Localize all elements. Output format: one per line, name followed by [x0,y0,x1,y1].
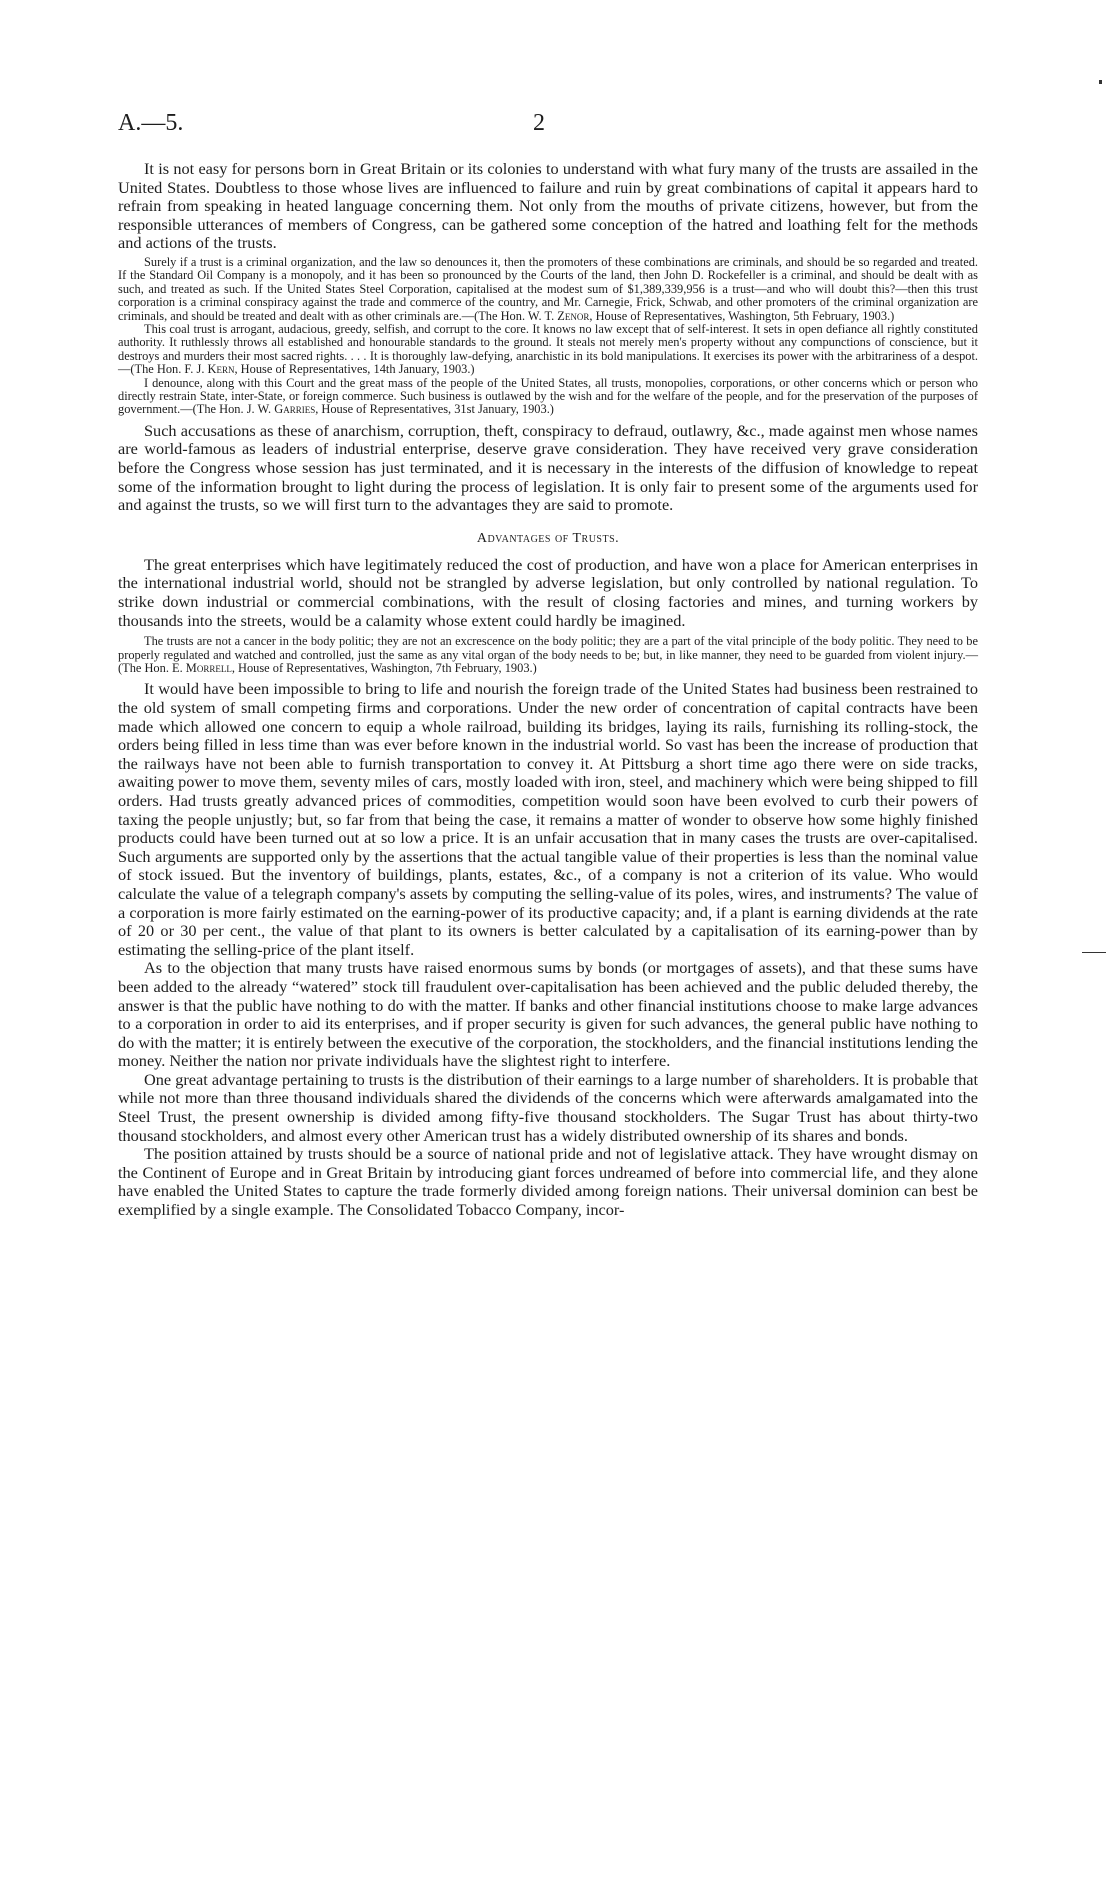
quotation [118,256,978,323]
quotation [118,635,978,675]
speaker-name: Morrell [185,661,232,675]
paragraph: Such accusations as these of anarchism, corruption, theft, conspiracy to defraud, outlawry, &c., made against men whose names are world-famous as leaders of industrial enterprise, deserve grave consideration. They have received very grave consideration before the Congress whose session has just terminated, and it is necessary in the interests of the diffusion of knowledge to repeat some of the information brought to light during the process of legislation. It is only fair to present some of the arguments used for and against the trusts, so we will first turn to the advantages they are said to promote. [118,420,978,515]
paragraph: As to the objection that many trusts have raised enormous sums by bonds (or mortgages of assets), and that these sums have been added to the already “watered” stock till fraudulent over-capitalisation has been achieved and the public deluded thereby, the answer is that the public have nothing to do with the matter. If banks and other financial institutions choose to make large advances to a corporation in order to aid its enterprises, and if proper security is given for such advances, the general public have nothing to do with the matter; it is entirely between the executive of the corporation, the stockholders, and the financial institutions lending the money. Neither the nation nor private individuals have the slightest right to interfere. [118,958,978,1071]
speaker-name: Zenor [557,308,590,323]
paragraph: One great advantage pertaining to trusts is the distribution of their earnings to a large number of shareholders. It is probable that while not more than three thousand individuals shared the dividends of the concerns which were afterwards amalgamated into the Steel Trust, the present ownership is divided among fifty-five thousand stockholders. The Sugar Trust has about thirty-two thousand stockholders, and almost every other American trust has a widely distributed ownership of its shares and bonds. [118,1069,978,1145]
speaker-name: Garries [274,402,316,417]
quotation-source: , House of Representatives, 14th January, 1903.) [234,362,475,377]
paragraph: It is not easy for persons born in Great Britain or its colonies to understand with what fury many of the trusts are assailed in the United States. Doubtless to those whose lives are influenced to failure and ruin by great combinations of capital it appears hard to refrain from speaking in heated language concerning them. Not only from the mouths of private citizens, however, but from the responsible utterances of members of Congress, can be gathered some conception of the hatred and loathing felt for the methods and actions of the trusts. [118,159,978,253]
quotation-text: I denounce, along with this Court and the great mass of the people of the United States, all trusts, monopolies, corporations, or other concerns which or person who directly restrain State, inter-State, or foreign commerce. Such business is outlawed by the wish and for the welfare of the people, and for the preservation of the purposes of government.—(The Hon. J. W. [118,375,978,417]
margin-mark [1099,80,1102,84]
paragraph: The position attained by trusts should be a source of national pride and not of legislative attack. They have wrought dismay on the Continent of Europe and in Great Britain by introducing giant forces undreamed of before into commercial life, and they alone have enabled the United States to capture the trade formerly divided among foreign nations. Their universal dominion can best be exemplified by a single example. The Consolidated Tobacco Company, incor- [118,1144,978,1220]
section-heading: Advantages of Trusts. [476,530,620,546]
quotation [118,323,978,377]
quotation-source: , House of Representatives, Washington, 7th February, 1903.) [231,661,537,675]
quotation-source: , House of Representatives, 31st January, 1903.) [315,402,554,417]
document-body [118,160,978,1220]
page-number: 2 [533,110,545,136]
quotation-source: , House of Representatives, Washington, 5th February, 1903.) [589,308,895,323]
page-header [118,110,978,140]
margin-mark [1082,952,1106,953]
quotation-text: This coal trust is arrogant, audacious, greedy, selfish, and corrupt to the core. It knows no law except that of self-interest. It sets in open defiance all rightly constituted authority. It ruthlessly throws all established and honourable standards to the ground. It steals not merely men's property without any compunctions of conscience, but it destroys and murders their most sacred rights. . . . It is thoroughly law-defying, anarchistic in its bold manipulations. It exercises its power with the arbitrariness of a despot.—(The Hon. F. J. [118,322,978,377]
speaker-name: Kern [207,362,235,377]
quotation [118,377,978,417]
paragraph: The great enterprises which have legitimately reduced the cost of production, and have won a place for American enterprises in the international industrial world, should not be strangled by adverse legislation, but only controlled by national regulation. To strike down industrial or commercial combinations, with the result of closing factories and mines, and turning workers by thousands into the streets, would be a calamity whose extent could hardly be imagined. [118,554,978,630]
document-reference: A.—5. [118,110,184,136]
quotation-text: Surely if a trust is a criminal organization, and the law so denounces it, then the promoters of these combinations are criminals, and should be so regarded and treated. If the Standard Oil Company is a monopoly, and it has been so pronounced by the Courts of the land, then John D. Rockefeller is a criminal, and should be dealt with as such, and treated as such. If the United States Steel Corporation, capitalised at the modest sum of $1,389,339,956 is a trust—and who will doubt this?—then this trust corporation is a criminal conspiracy against the trade and commerce of the country, and Mr. Carnegie, Frick, Schwab, and other promoters of the criminal organization are criminals, and should be treated and dealt with as other criminals are.—(The Hon. W. T. [118,254,978,323]
quotation-text: The trusts are not a cancer in the body politic; they are not an excrescence on the body politic; they are a part of the vital principle of the body politic. They need to be properly regulated and watched and controlled, just the same as any vital organ of the body needs to be; but, in like manner, they need to be guarded from violent injury.—(The Hon. E. [118,634,978,675]
paragraph: It would have been impossible to bring to life and nourish the foreign trade of the United States had business been restrained to the old system of small competing firms and corporations. Under the new order of concentration of capital contracts have been made which allowed one concern to equip a whole railroad, building its bridges, laying its rails, furnishing its rolling-stock, the orders being filled in less time than was ever before known in the industrial world. So vast has been the increase of production that the railways have not been able to furnish transportation to convey it. At Pittsburg a short time ago there were on side tracks, awaiting power to move them, seventy miles of cars, mostly loaded with iron, steel, and machinery which were being shipped to fill orders. Had trusts greatly advanced prices of commodities, competition would soon have been evolved to curb their powers of taxing the people unjustly; but, so far from that being the case, it remains a matter of wonder to observe how some highly finished products could have been turned out at so low a price. It is an unfair accusation that in many cases the trusts are over-capitalised. Such arguments are supported only by the assertions that the actual tangible value of their properties is less than the nominal value of stock issued. But the inventory of buildings, plants, estates, &c., of a company is not a criterion of its value. Who would calculate the value of a telegraph company's assets by computing the selling-value of its poles, wires, and instruments? The value of a corporation is more fairly estimated on the earning-power of its productive capacity; and, if a plant is earning dividends at the rate of 20 or 30 per cent., the value of that plant to its owners is better calculated by a capitalisation of its earning-power than by estimating the selling-price of the plant itself. [118,679,978,959]
